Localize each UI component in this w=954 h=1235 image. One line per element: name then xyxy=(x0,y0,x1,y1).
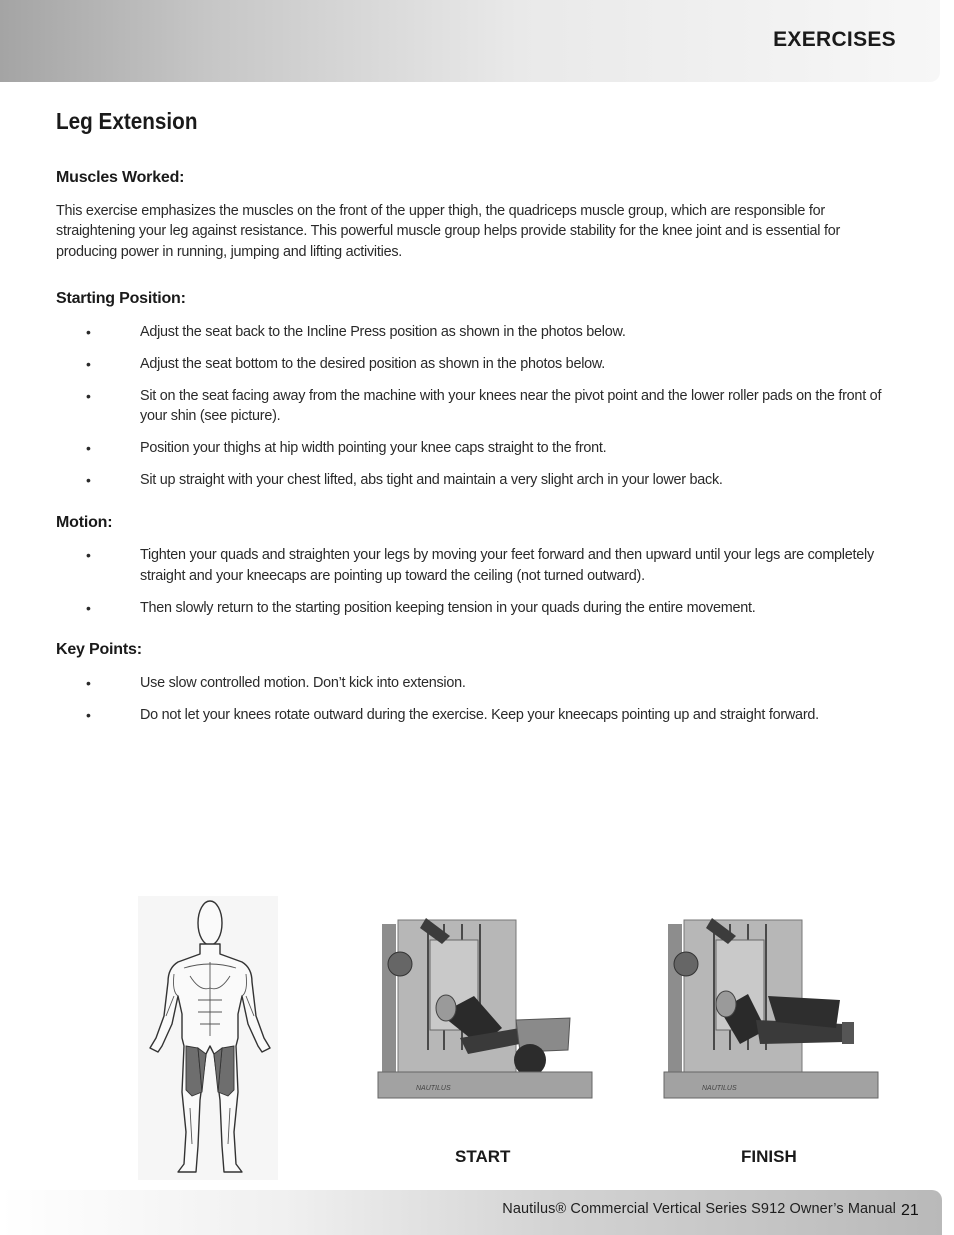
list-item xyxy=(56,598,898,619)
bullet-icon: • xyxy=(86,355,91,372)
bullet-icon: • xyxy=(86,599,91,616)
list-item xyxy=(56,386,898,427)
list-item-text: Adjust the seat back to the Incline Press position as shown in the photos below. xyxy=(140,323,626,340)
starting-position-heading: Starting Position: xyxy=(56,290,186,307)
finish-caption: FINISH xyxy=(741,1147,797,1166)
finish-position-image xyxy=(656,910,888,1102)
list-item-text: Sit on the seat facing away from the machine with your knees near the pivot point and the lower roller pads on the front of your shin (see picture). xyxy=(140,387,882,424)
motion-heading: Motion: xyxy=(56,513,113,531)
list-item xyxy=(56,354,898,375)
manual-title: Nautilus® Commercial Vertical Series S912 Owner’s Manual xyxy=(502,1201,896,1217)
bullet-icon: • xyxy=(86,387,91,404)
bullet-icon: • xyxy=(86,547,91,563)
bullet-icon: • xyxy=(86,472,91,488)
bullet-icon: • xyxy=(86,323,91,340)
start-caption: START xyxy=(455,1147,511,1166)
motion-list xyxy=(56,545,898,618)
list-item-text: Tighten your quads and straighten your legs by moving your feet forward and then upward until your legs are completely straight and your kneecaps are pointing up toward the ceiling (not turned outward). xyxy=(140,547,874,584)
list-item-text: Adjust the seat bottom to the desired position as shown in the photos below. xyxy=(140,355,605,372)
list-item xyxy=(56,470,898,491)
list-item xyxy=(56,545,898,586)
page-number: 21 xyxy=(901,1202,919,1219)
list-item-text: Position your thighs at hip width pointing your knee caps straight to the front. xyxy=(140,440,607,456)
page-title: Leg Extension xyxy=(56,108,198,134)
bullet-icon: • xyxy=(86,706,91,723)
start-position-image xyxy=(370,910,602,1102)
list-item xyxy=(56,705,898,726)
bullet-icon: • xyxy=(86,674,91,691)
muscles-paragraph: This exercise emphasizes the muscles on the front of the upper thigh, the quadriceps muscle group, which are responsible for straightening your leg against resistance. This powerful muscle group helps provide stability for the knee joint and is essential for producing power in running, jumping and lifting activities. xyxy=(56,202,840,260)
list-item xyxy=(56,438,898,459)
key-points-heading: Key Points: xyxy=(56,641,142,658)
figures-area xyxy=(0,880,954,1180)
list-item-text: Use slow controlled motion. Don’t kick into extension. xyxy=(140,674,466,691)
list-item xyxy=(56,673,898,694)
anatomy-figure-image xyxy=(138,896,278,1180)
machine-brand-finish: NAUTILUS xyxy=(702,1085,737,1092)
list-item-text: Do not let your knees rotate outward during the exercise. Keep your kneecaps pointing up and straight forward. xyxy=(140,706,819,723)
section-title: EXERCISES xyxy=(773,28,896,51)
list-item-text: Then slowly return to the starting position keeping tension in your quads during the entire movement. xyxy=(140,599,756,616)
key-points-list xyxy=(56,673,898,726)
machine-brand-start: NAUTILUS xyxy=(416,1085,451,1092)
bullet-icon: • xyxy=(86,440,91,456)
list-item xyxy=(56,322,898,343)
content-body xyxy=(56,168,898,747)
muscles-heading: Muscles Worked: xyxy=(56,169,185,186)
list-item-text: Sit up straight with your chest lifted, abs tight and maintain a very slight arch in your lower back. xyxy=(140,472,723,488)
starting-position-list xyxy=(56,322,898,491)
